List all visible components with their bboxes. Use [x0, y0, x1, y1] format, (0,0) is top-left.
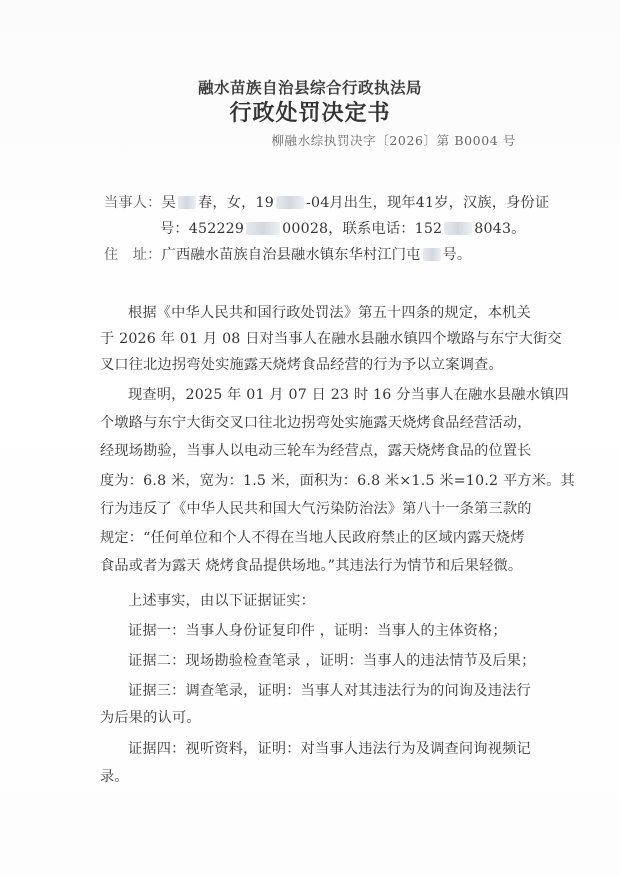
body-line: 度为：6.8 米，宽为：1.5 米，面积为：6.8 米×1.5 米=10.2 平方米。其 — [100, 473, 575, 489]
party-line-1 — [104, 192, 549, 212]
body-line: 上述事实，由以下证据证实： — [128, 593, 316, 609]
body-line: 根据《中华人民共和国行政处罚法》第五十四条的规定，本机关 — [128, 305, 531, 321]
address-text: 广西融水苗族自治县融水镇东华村江门屯 — [161, 247, 421, 263]
body-line: 规定：“任何单位和个人不得在当地人民政府禁止的区域内露天烧烤 — [100, 530, 525, 546]
party-line-2 — [160, 218, 526, 238]
body-line: 食品或者为露天 烧烤食品提供场地。”其违法行为情节和后果轻微。 — [100, 558, 523, 574]
redaction-mark — [246, 222, 280, 235]
redaction-mark — [423, 248, 441, 261]
redaction-mark — [444, 222, 472, 235]
evidence-line: 证据三：调查笔录，证明：当事人对其违法行为的问询及违法行 — [128, 683, 531, 699]
party-phone-suffix: 8043。 — [474, 221, 526, 237]
party-label: 当事人： — [104, 195, 162, 211]
party-age-ethnicity: -04月出生，现年41岁，汉族，身份证 — [305, 195, 550, 211]
document-title: 行政处罚决定书 — [229, 100, 391, 126]
party-id-suffix-phone: 00028，联系电话：152 — [282, 221, 443, 237]
address-label: 住 址： — [104, 247, 162, 263]
address-line — [104, 244, 471, 264]
redaction-mark — [276, 196, 304, 209]
document-number: 柳融水综执罚决字〔2026〕第 B0004 号 — [271, 133, 516, 148]
body-line: 于 2026 年 01 月 08 日对当事人在融水县融水镇四个墩路与东宁大街交 — [100, 331, 562, 347]
body-line: 叉口往北边拐弯处实施露天烧烤食品经营的行为予以立案调查。 — [100, 357, 503, 373]
body-line: 个墩路与东宁大街交叉口往北边拐弯处实施露天烧烤食品经营活动， — [100, 415, 532, 431]
party-gender-birth: 春，女，19 — [197, 195, 274, 211]
evidence-line: 证据一：当事人身份证复印件 ，证明：当事人的主体资格； — [128, 623, 507, 639]
address-suffix: 号。 — [442, 247, 472, 263]
body-line: 现查明，2025 年 01 月 07 日 23 时 16 分当事人在融水县融水镇四 — [128, 387, 569, 403]
issuing-agency: 融水苗族自治县综合行政执法局 — [197, 78, 422, 97]
evidence-line: 录。 — [100, 769, 129, 785]
body-line: 行为违反了《中华人民共和国大气污染防治法》第八十一条第三款的 — [100, 501, 532, 517]
body-line: 经现场勘验，当事人以电动三轮车为经营点，露天烧烤食品的位置长 — [100, 443, 532, 459]
redaction-mark — [178, 196, 196, 209]
evidence-line: 证据四：视听资料，证明：对当事人违法行为及调查问询视频记 — [128, 741, 531, 757]
party-id-prefix: 号：452229 — [160, 221, 245, 237]
evidence-line: 证据二：现场勘验检查笔录 ，证明：当事人的违法情节及后果； — [128, 653, 536, 669]
evidence-line: 为后果的认可。 — [100, 710, 201, 726]
party-name-part: 吴 — [161, 195, 176, 211]
